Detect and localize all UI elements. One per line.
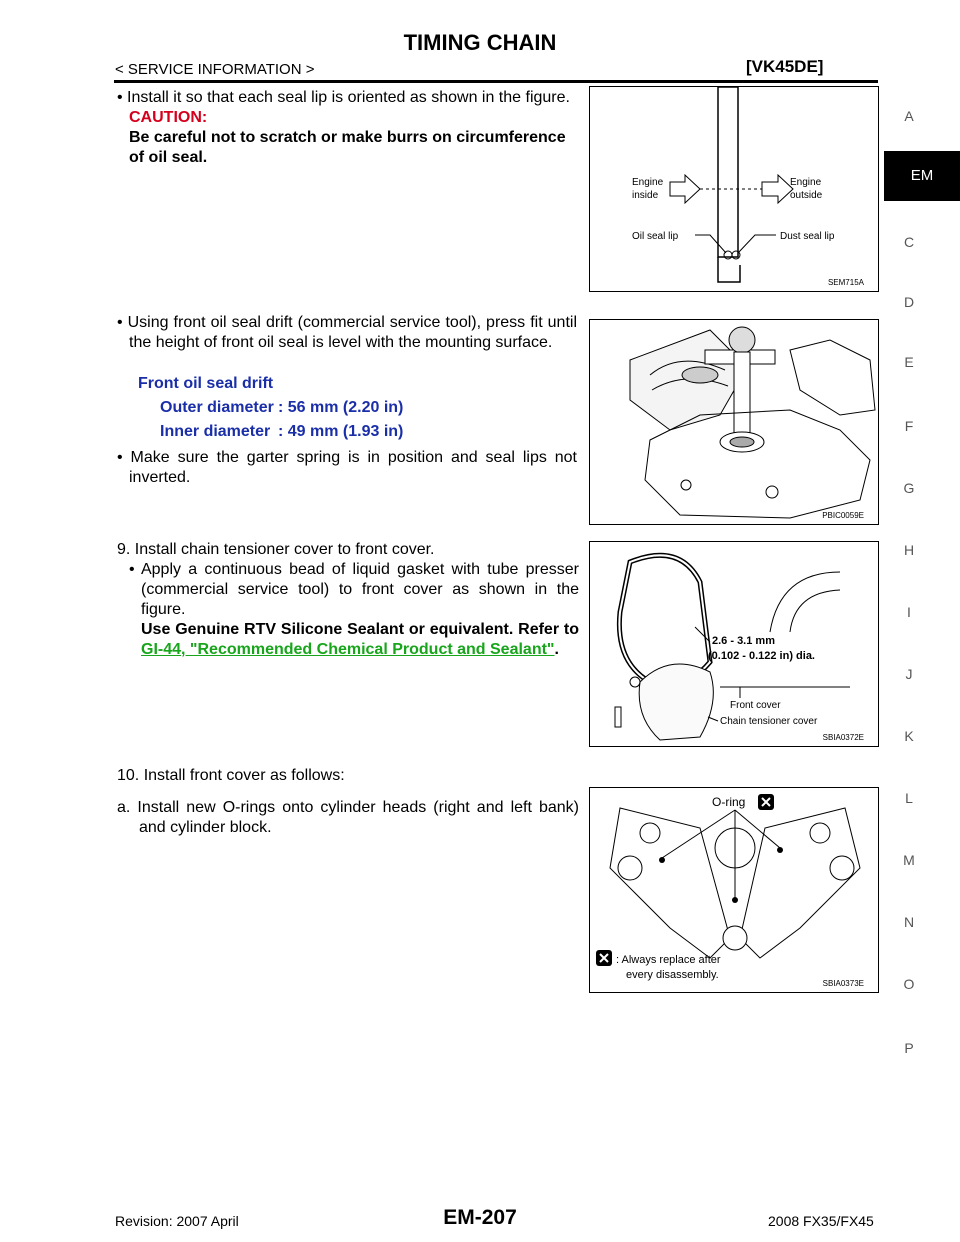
front-cover-label: Front cover (730, 700, 781, 711)
sealant-reference-link[interactable]: GI-44, "Recommended Chemical Product and Sealant" (141, 641, 555, 658)
figure-code: SBIA0372E (822, 733, 864, 742)
legend-line-1: : Always replace after (616, 954, 721, 966)
index-active-em[interactable]: EM (884, 151, 960, 201)
header-rule (114, 80, 878, 83)
liquid-gasket-diagram (590, 542, 877, 745)
figure-oring-locations (589, 787, 879, 993)
engine-inside-label-1: Engine (632, 177, 664, 188)
index-letter-d[interactable]: D (903, 294, 915, 310)
seal-lip-diagram (590, 87, 877, 290)
figure-code: SBIA0373E (822, 979, 864, 988)
inner-diameter-row: Inner diameter : 49 mm (1.93 in) (160, 423, 404, 440)
figure-liquid-gasket (589, 541, 879, 747)
figure-code: SEM715A (827, 278, 864, 287)
seal-lip-bullet: • Install it so that each seal lip is oriented as shown in the figure. (117, 89, 570, 106)
figure-seal-lip (589, 86, 879, 292)
caution-block (117, 108, 577, 168)
index-letter-c[interactable]: C (903, 234, 915, 250)
step-9 (117, 540, 579, 660)
index-letter-e[interactable]: E (904, 354, 914, 370)
step-10-title: 10. Install front cover as follows: (117, 767, 345, 784)
step-10a: a. Install new O-rings onto cylinder heads (right and left bank) and cylinder block. (117, 799, 579, 836)
index-letter-j[interactable]: J (905, 666, 913, 682)
garter-bullet: • Make sure the garter spring is in position and seal lips not inverted. (117, 449, 578, 486)
index-letter-g[interactable]: G (903, 480, 915, 496)
breadcrumb: < SERVICE INFORMATION > (115, 61, 315, 78)
figure-code: PBIC0059E (822, 511, 864, 520)
bead-dimension-label-1: 2.6 - 3.1 mm (712, 635, 775, 647)
engine-outside-label-1: Engine (790, 177, 822, 188)
engine-model: [VK45DE] (746, 57, 824, 76)
page-number: EM-207 (443, 1206, 517, 1229)
step-9-sealant: Use Genuine RTV Silicone Sealant or equivalent. Refer to GI-44, "Recommended Chemical Product and Sealant". (141, 621, 579, 658)
outer-diameter-row: Outer diameter : 56 mm (2.20 in) (160, 399, 404, 416)
bead-dimension-label-2: (0.102 - 0.122 in) dia. (708, 650, 815, 662)
index-letter-f[interactable]: F (904, 418, 914, 434)
index-letter-n[interactable]: N (903, 914, 915, 930)
oring-locations-diagram (590, 788, 877, 991)
legend-line-2: every disassembly. (626, 969, 719, 981)
vehicle-model: 2008 FX35/FX45 (768, 1213, 874, 1229)
index-letter-i[interactable]: I (907, 604, 911, 620)
drift-spec (138, 374, 578, 442)
index-letter-k[interactable]: K (904, 728, 914, 744)
revision-date: Revision: 2007 April (115, 1213, 239, 1229)
oil-seal-lip-label: Oil seal lip (632, 231, 679, 242)
drift-heading: Front oil seal drift (138, 375, 274, 392)
figure-oil-seal-drift (589, 319, 879, 525)
index-letter-h[interactable]: H (903, 542, 915, 558)
index-letter-m[interactable]: M (903, 852, 915, 868)
index-letter-l[interactable]: L (905, 790, 913, 806)
engine-inside-label-2: inside (632, 190, 659, 201)
index-letter-p[interactable]: P (904, 1040, 914, 1056)
step-9-bullet: • Apply a continuous bead of liquid gasket with tube presser (commercial service tool) to front cover as shown in the figure. (129, 561, 579, 618)
tensioner-cover-label: Chain tensioner cover (720, 716, 818, 727)
dust-seal-lip-label: Dust seal lip (780, 231, 835, 242)
step-10 (117, 766, 579, 838)
engine-outside-label-2: outside (790, 190, 823, 201)
oil-seal-drift-illustration (590, 320, 877, 523)
step-9-title: 9. Install chain tensioner cover to front cover. (117, 541, 435, 558)
seal-lip-section (117, 88, 577, 168)
caution-label: CAUTION: (129, 109, 208, 126)
index-letter-a[interactable]: A (904, 108, 914, 124)
drift-bullet: • Using front oil seal drift (commercial service tool), press fit until the height of front oil seal is level with the mounting surface. (117, 314, 578, 351)
page-title: TIMING CHAIN (403, 30, 557, 55)
oring-label: O-ring (712, 795, 746, 809)
caution-text: Be careful not to scratch or make burrs on circumference of oil seal. (129, 129, 566, 166)
index-letter-o[interactable]: O (903, 976, 915, 992)
